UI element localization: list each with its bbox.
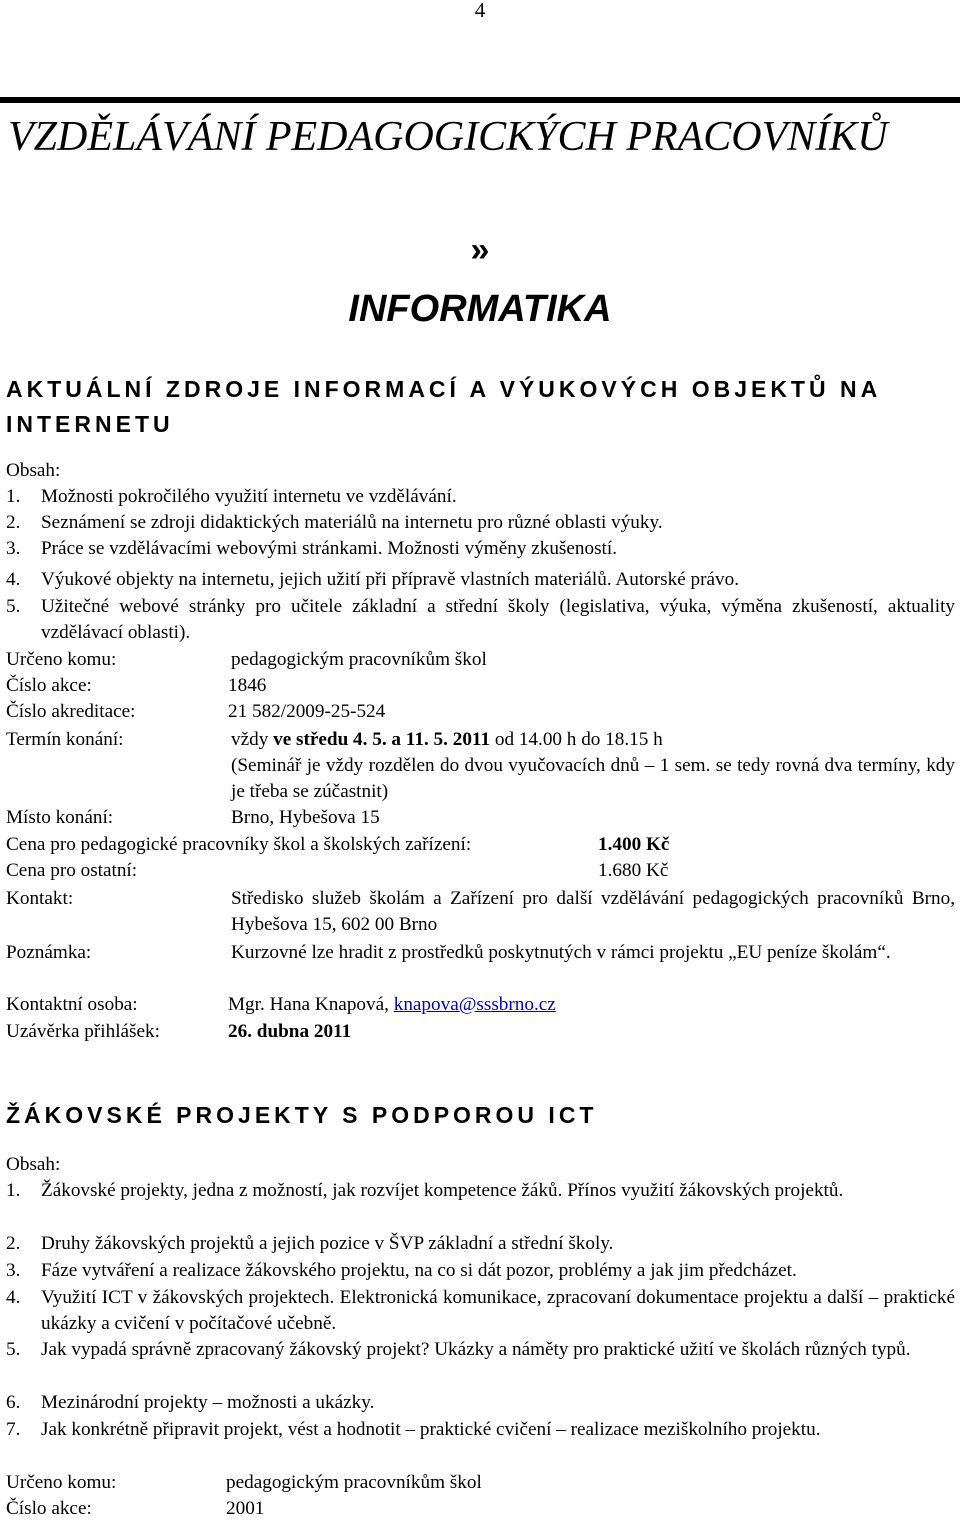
course2-item: Využití ICT v žákovských projektech. Elektronická komunikace, zpracovaní dokumentace projektu a další – praktické ukázky a cvičení v počítačové učebně. [41, 1287, 955, 1334]
course1-title-line1: AKTUÁLNÍ ZDROJE INFORMACÍ A VÝUKOVÝCH OBJEKTŮ NA [6, 376, 882, 402]
action-number-value: 1846 [228, 675, 267, 696]
price-other-value: 1.680 Kč [598, 860, 669, 881]
course2-item: Jak vypadá správně zpracovaný žákovský projekt? Ukázky a náměty pro praktické užití ve školách různých typů. [41, 1339, 911, 1360]
course2-item-number: 5. [6, 1339, 21, 1360]
section-title: INFORMATIKA [348, 288, 612, 330]
main-title: VZDĚLÁVÁNÍ PEDAGOGICKÝCH PRACOVNÍKŮ [8, 114, 888, 160]
course1-item: Výukové objekty na internetu, jejich užití při přípravě vlastních materiálů. Autorské právo. [41, 569, 740, 590]
course2-item-number: 3. [6, 1260, 21, 1281]
course1-item-number: 5. [6, 596, 21, 617]
course2-title: ŽÁKOVSKÉ PROJEKTY S PODPOROU ICT [6, 1102, 598, 1128]
course2-item-number: 6. [6, 1392, 21, 1413]
date-post: od 14.00 h do 18.15 h [490, 729, 663, 750]
course2-action-number-value: 2001 [226, 1498, 265, 1519]
course2-item: Jak konkrétně připravit projekt, vést a hodnotit – praktické cvičení – realizace meziškolního projektu. [41, 1419, 821, 1440]
contact-email-link[interactable]: knapova@sssbrno.cz [393, 994, 556, 1015]
header-rule [0, 97, 960, 103]
deadline-value: 26. dubna 2011 [228, 1021, 352, 1042]
course2-item-number: 1. [6, 1180, 21, 1201]
course1-item: Užitečné webové stránky pro učitele základní a střední školy (legislativa, výuka, výměna zkušeností, aktuality vzdělávací oblasti). [41, 596, 955, 643]
page-number: 4 [474, 0, 486, 22]
accreditation-label: Číslo akreditace: [6, 701, 136, 722]
accreditation-value: 21 582/2009-25-524 [228, 701, 386, 722]
course1-item-number: 4. [6, 569, 21, 590]
course1-item: Seznámení se zdroji didaktických materiálů na internetu pro různé oblasti výuky. [41, 512, 663, 533]
course2-item-number: 4. [6, 1287, 21, 1308]
course2-contents-label: Obsah: [6, 1154, 61, 1175]
course2-for-value: pedagogickým pracovníkům škol [226, 1472, 482, 1493]
price-other-label: Cena pro ostatní: [6, 860, 138, 881]
course2-item-number: 7. [6, 1419, 21, 1440]
contact-person-value [228, 992, 556, 1018]
price-ped-label: Cena pro pedagogické pracovníky škol a školských zařízení: [6, 834, 472, 855]
double-chevron-icon: » [470, 231, 490, 269]
course2-item: Žákovské projekty, jedna z možností, jak rozvíjet kompetence žáků. Přínos využití žákovských projektů. [41, 1180, 844, 1201]
course2-action-number-label: Číslo akce: [6, 1498, 92, 1519]
course1-item-number: 2. [6, 512, 21, 533]
action-number-label: Číslo akce: [6, 675, 92, 696]
course1-contents-label: Obsah: [6, 460, 61, 481]
contact-label: Kontakt: [6, 888, 74, 909]
date-bold: ve středu 4. 5. a 11. 5. 2011 [273, 729, 491, 750]
note-label: Poznámka: [6, 942, 92, 963]
place-label: Místo konání: [6, 807, 114, 828]
course1-item-number: 3. [6, 538, 21, 559]
contact-person-label: Kontaktní osoba: [6, 994, 138, 1015]
course2-item: Druhy žákovských projektů a jejich pozice v ŠVP základní a střední školy. [41, 1233, 614, 1254]
course2-for-label: Určeno komu: [6, 1472, 117, 1493]
price-ped-value: 1.400 Kč [598, 834, 670, 855]
date-value [231, 727, 663, 753]
course1-title-line2: INTERNETU [6, 411, 174, 437]
course2-item-number: 2. [6, 1233, 21, 1254]
course1-item-number: 1. [6, 486, 21, 507]
date-note: (Seminář je vždy rozdělen do dvou vyučovacích dnů – 1 sem. se tedy rovná dva termíny, kdy je třeba se zúčastnit) [231, 755, 955, 802]
for-label: Určeno komu: [6, 649, 117, 670]
course1-item: Možnosti pokročilého využití internetu ve vzdělávání. [41, 486, 457, 507]
for-value: pedagogickým pracovníkům škol [231, 649, 487, 670]
note-value: Kurzovné lze hradit z prostředků poskytnutých v rámci projektu „EU peníze školám“. [231, 942, 891, 963]
place-value: Brno, Hybešova 15 [231, 807, 380, 828]
date-label: Termín konání: [6, 729, 124, 750]
course2-item: Fáze vytváření a realizace žákovského projektu, na co si dát pozor, problémy a jak jim předcházet. [41, 1260, 797, 1281]
date-pre: vždy [231, 729, 274, 750]
contact-value: Středisko služeb školám a Zařízení pro další vzdělávání pedagogických pracovníků Brno, Hybešova 15, 602 00 Brno [231, 888, 955, 935]
course2-item: Mezinárodní projekty – možnosti a ukázky. [41, 1392, 375, 1413]
deadline-label: Uzávěrka přihlášek: [6, 1021, 160, 1042]
contact-person-name: Mgr. Hana Knapová, [228, 994, 394, 1015]
course1-item: Práce se vzdělávacími webovými stránkami. Možnosti výměny zkušeností. [41, 538, 618, 559]
